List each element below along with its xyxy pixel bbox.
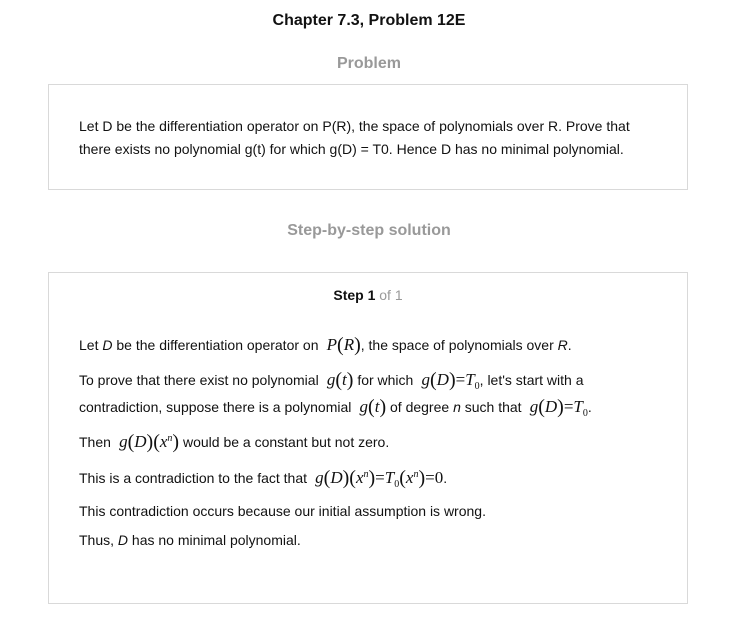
solution-line-5: This is a contradiction to the fact that $g(D)(x^n)=T_0(x^n)=0$. <box>79 467 448 490</box>
solution-line-3: contradiction, suppose there is a polynomial g(t) of degree n such that $g(D)=T_0$. <box>79 396 592 419</box>
solution-line-2: To prove that there exist no polynomial g(t) for which $g(D)=T_0$, let's start with a <box>79 369 584 392</box>
solution-heading: Step-by-step solution <box>287 222 451 239</box>
solution-box <box>48 272 688 604</box>
math-contradiction-equation: $g(D)(x^n)=T_0(x^n)=0$ <box>310 467 444 490</box>
problem-line-2: there exists no polynomial g(t) for which g(D) = T0. Hence D has no minimal polynomial. <box>79 141 624 157</box>
math-P-of-R: P(R) <box>322 334 361 356</box>
page-title: Chapter 7.3, Problem 12E <box>272 12 466 29</box>
solution-line-4: Then $g(D)(x^n)$ would be a constant but not zero. <box>79 431 390 453</box>
step-count: of 1 <box>379 287 403 303</box>
math-gD-equals-T0-2: $g(D)=T_0$ <box>525 396 588 419</box>
problem-line-1: Let D be the differentiation operator on P(R), the space of polynomials over R. Prove that <box>79 118 630 134</box>
math-g-of-t: g(t) <box>322 369 354 391</box>
solution-line-6: This contradiction occurs because our initial assumption is wrong. <box>79 503 486 519</box>
math-g-of-t-2: g(t) <box>355 396 387 418</box>
step-header <box>49 287 687 303</box>
solution-line-1: Let D be the differentiation operator on P(R), the space of polynomials over R. <box>79 334 572 356</box>
step-label: Step 1 <box>333 287 376 303</box>
problem-statement <box>79 115 659 161</box>
problem-heading: Problem <box>336 55 401 72</box>
math-gD-xn: $g(D)(x^n)$ <box>114 431 180 453</box>
math-gD-equals-T0: $g(D)=T_0$ <box>417 369 480 392</box>
problem-box <box>48 84 688 190</box>
solution-line-7: Thus, D has no minimal polynomial. <box>79 532 301 548</box>
